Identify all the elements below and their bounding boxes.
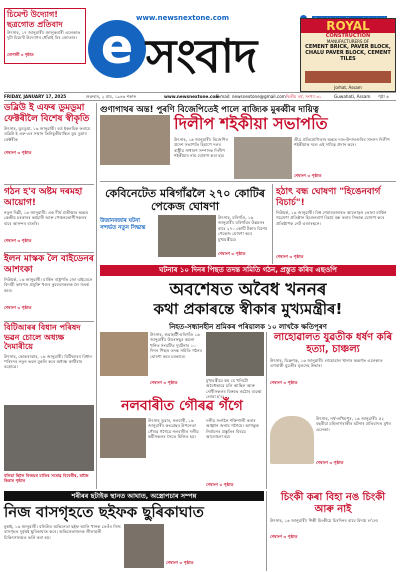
left-divider-1	[4, 184, 94, 185]
left-divider-2	[4, 252, 94, 253]
left1-more[interactable]: শেষাংশ ৩ পৃষ্ঠাত	[4, 150, 32, 155]
bottom1-photo	[124, 524, 164, 568]
center1-more[interactable]: শেষাংশ ৩ পৃষ্ঠাত	[294, 173, 322, 178]
center2-title[interactable]: কেবিনেটেত মৰিগাঁৱলৈ ২৭০ কোটিৰ পেকেজ ঘোষণা	[105, 187, 265, 213]
right2-story	[270, 332, 396, 414]
ai-badge	[300, 8, 396, 16]
bottom1-text: মুম্বাই, ১৬ জানুৱাৰী। বলিউড অভিনেতা ছইফ আলি খানক তেওঁৰ নিজ বাসগৃহত দুৰ্বৃত্তই ছুৰিকাঘাত কৰে। অভিনেতাজনক লীলাৱতী চিকিৎসালয়ত ভৰ্তি কৰা হয়।	[4, 524, 121, 540]
right1-title[interactable]: হঠাৎ বন্ধ ঘোষণা "হিঙেনবাৰ্গ বিচাৰ্চ"!	[276, 187, 381, 208]
nalbari-more[interactable]: শেষাংশ ৩ পৃষ্ঠাত	[206, 482, 234, 487]
center1-text-left: উৎসাহ, ১৬ জানুৱাৰী। বিজেপিৰ প্ৰদেশ সভাপতি হিচাপে দলৰ ৰাষ্ট্ৰীয় সাধাৰণ সম্পাদক দিলীপ শইকীয়াৰ নাম ঘোষণা কৰা হয়।	[174, 137, 228, 159]
column-rule-right	[272, 184, 273, 264]
nalbari-title[interactable]: নলবাৰীত গৌৰৱ গঁগে	[121, 398, 243, 414]
lead-subhead: নিহত-সন্ধানহীন শ্ৰমিকৰ পৰিয়ালক ১০ লাখকৈ ক্ষতিপূৰণ	[169, 323, 327, 331]
bottom1-more[interactable]: শেষাংশ ৩ পৃষ্ঠাত	[166, 560, 194, 565]
ad-contact: Jorhat, Assam	[334, 85, 362, 90]
right1-more[interactable]: শেষাংশ ৩ পৃষ্ঠাত	[276, 254, 304, 259]
right2-text: উৎসাহ, ডিব্ৰুগড়, ১৬ জানুৱাৰী। লাহোৱাল থানাৰ অন্তৰ্গত এলেকাত এগৰাকী যুৱতীৰ মৃতদেহ উদ্ধাৰ।	[270, 358, 383, 369]
left2-more[interactable]: শেষাংশ ৩ পৃষ্ঠাত	[4, 238, 32, 243]
right2-title[interactable]: লাহোৱালত যুৱতীক ধৰ্ষণ কৰি হত্যা, চাঞ্চল্য	[273, 332, 393, 355]
left-divider-3	[4, 321, 94, 322]
left4-title[interactable]: বিটিআৰৰ বিধান পৰিষদ ভৱন চোলে অধ্যক্ষ দৈমাৰীয়ে	[4, 323, 81, 351]
bottom2-title[interactable]: চিংকী কৰা বিহা নঙ চিংকী আৰু নাই	[280, 492, 386, 515]
dateline-date: FRIDAY, JANUARY 17, 2025	[4, 94, 67, 99]
dateline-web[interactable]: www.newsnextone.com	[164, 94, 220, 99]
lead-text-left: উৎসাহ, গুৱাহাটী-মৰিগাঁও ১৬ জানুৱাৰী। উমৰাংছুৰ কয়লা খনিত সংঘটিত দুৰ্ঘটনাৰ ১০ দিনৰ পিছত তদন্ত সমিতি গঠনৰ ঘোষণা কৰে চৰকাৰে।	[150, 332, 202, 359]
left3-more[interactable]: শেষাংশ ৩ পৃষ্ঠাত	[4, 305, 32, 310]
bottom2-story	[270, 492, 396, 570]
top-strip-headline[interactable]: গুণাগাথৰ অন্ত! পুৰণি বিজেপিতেই পালে ৰাজ্যিক মুৰব্বীৰ দায়িত্ব	[100, 105, 319, 115]
left-story-1	[4, 103, 94, 183]
dateline-mid: শুক্ৰবাৰ, ২ মাঘ, ১৯৪৬ শকাব্দ	[86, 94, 137, 99]
bottom2-text: উৎসাহ, ১৬ জানুৱাৰী। শিল্পী চিংকীয়ে চিৰদিনৰ বাবে বিদায় ল'লে।	[270, 518, 379, 523]
left-story-2	[4, 187, 94, 251]
left3-text: নিউয়ৰ্ক, ১৬ জানুৱাৰী। মাৰ্কিন ৰাষ্ট্ৰপতি জো বাইডেনে বিদায়ী ভাষণত প্ৰযুক্তি খণ্ডৰ কুবেৰসকলক লৈ সতৰ্ক কৰে।	[4, 277, 93, 293]
lead-line2[interactable]: কথা প্ৰকাৰন্তে স্বীকাৰ মুখ্যমন্ত্ৰীৰ!	[153, 300, 343, 318]
ad-brick-image	[305, 71, 391, 83]
right1-story	[276, 187, 396, 263]
center2-caption[interactable]: উজানবজাৰ ঘটনা সন্দৰ্ভত নতুন সিদ্ধান্ত	[100, 218, 146, 231]
promo-text: উৎসাহ, ১৭ জানুৱাৰী। জালুকবাৰী এলেকাত দুটা চিমেণ্ট উদ্যোগৰ ধোঁৱাই বিৰ জোতাৰ।	[7, 30, 81, 41]
promo-box	[4, 8, 86, 64]
nalbari-photo	[100, 418, 146, 458]
center-divider-1	[100, 181, 396, 182]
masthead-e-letter: e	[100, 19, 134, 75]
left4-text: উৎসাহ, কোকৰাঝাৰ, ১৬ জানুৱাৰী। বিটিআৰৰ বিধান পৰিষদৰ নতুন ভৱন মুকলি কৰে অধ্যক্ষ কাটিৰাম বড়োৱে।	[4, 353, 92, 370]
center1-photo-small	[234, 137, 292, 179]
promo-more[interactable]: সোণালী ৩ পৃষ্ঠাত	[7, 52, 34, 57]
center2-more[interactable]: শেষাংশ ৩ পৃষ্ঠাত	[218, 251, 246, 256]
nalbari-text-left: উৎসাহ ডুৱাৰ, নলবাৰী, ১৬ জানুৱাৰী। কংগ্ৰেছৰ উপনেতা গৌৰৱ গগৈয়ে নলবাৰীত দলীয় কৰ্মীসকলৰ সৈতে মিলিত হয়।	[148, 418, 199, 440]
left2-title[interactable]: গঠন হ'ব অষ্টম দৰমহা আয়োগ!	[4, 187, 83, 208]
center2-text: উৎসাহ, মৰিগাঁও, ১৬ জানুৱাৰী। মৰিগাঁৱৰ উন্নয়নৰ বাবে ২৭০ কোটি টকাৰ বিশেষ পেকেজ ঘোষণা কৰে মুখ্যমন্ত্ৰীয়ে।	[218, 215, 268, 242]
dateline-place: Guwahati, Assam	[334, 94, 371, 99]
dateline-pages: পৃষ্ঠা ৬	[378, 94, 389, 99]
ad-line2: CEMENT BRICK, PAVER BLOCK, CHALU PAVER BLOCK, CEMENT TILES	[305, 44, 391, 62]
ad-line1: MANUFACTURERS OF	[326, 39, 370, 44]
lead-photo-2	[206, 332, 264, 376]
dateline-year: দ্বিতীয় বৰ্ষ, সংখ্যা ৩১	[286, 94, 322, 99]
nalbari-text-right: দলীয় সংগঠন শক্তিশালী কৰাৰ আহ্বান জনায় গগৈয়ে। আগন্তুক নিৰ্বাচনৰ প্ৰস্তুতিৰ বিষয়ে আলোচনা হয়।	[206, 418, 259, 440]
center1-title[interactable]: দিলীপ শইকীয়া সভাপতি	[174, 114, 328, 133]
left-story-4	[4, 323, 94, 489]
center1-text-right: তীব্ৰ প্ৰতিযোগিতাৰ অন্তত দৰং-উদালগুৰিৰ সাংসদ দিলীপ শইকীয়াক দলে এই দায়িত্ব প্ৰদান কৰে।	[294, 137, 390, 148]
black-banner[interactable]: শৰীৰৰ ছটাইক স্থানত আঘাত, অস্ত্ৰোপচাৰ সম্পন্ন	[4, 491, 264, 501]
bottom1-title[interactable]: নিজ বাসগৃহতে ছইফক ছুৰিকাঘাত	[4, 503, 204, 521]
center2-photo	[158, 215, 216, 257]
center1-photo	[100, 115, 170, 165]
right3-photo	[270, 416, 314, 464]
left-story-3	[4, 254, 94, 320]
column-rule-left	[96, 103, 97, 489]
ad-royal[interactable]	[300, 18, 396, 92]
right3-more[interactable]: শেষাংশ ৩ পৃষ্ঠাত	[316, 460, 344, 465]
column-rule-bottom	[266, 491, 267, 571]
right3-text: উৎসাহ, নৰ্থ-লখিমপুৰ, ১৬ জানুৱাৰী। ৫২ বছৰীয়া মহিলাগৰাকীৰ ঘটনাৰ প্ৰতিবাদত মুখৰ এলেকা।	[316, 416, 392, 432]
left2-text: নতুন দিল্লী, ১৬ জানুৱাৰী। এক দীৰ্ঘ প্ৰতীক্ষাৰ অন্তত কেন্দ্ৰীয় চৰকাৰৰ কৰ্মচাৰী আৰু পেঞ্চনভোগীসকলৰ বাবে আনন্দৰ বাতৰি।	[4, 210, 89, 226]
right1-text: নিউয়ৰ্ক, ১৬ জানুৱাৰী। বিশ্ব শেয়াৰবজাৰত আলোড়ন তোলা মাৰ্কিন গৱেষণা প্ৰতিষ্ঠান হিণ্ডেনবাৰ্গ বিচাৰ্চ বন্ধ কৰাৰ সিদ্ধান্ত ঘোষণা কৰে প্ৰতিষ্ঠাপক নেট এণ্ডাৰছনে।	[276, 210, 387, 226]
dateline-email[interactable]: E-mail: newsnextone@gmail.com	[216, 94, 286, 99]
bottom2-more[interactable]: শেষাংশ ৩ পৃষ্ঠাত	[270, 534, 298, 539]
masthead-title: সংবাদ	[146, 29, 257, 83]
left1-text: উৎসাহ, ডুমডুমা, ১৬ জানুৱাৰী। বৰ্ড ইকনমিক ফৰামে ডব্লিউ ই এফ-এৰ সম্মান তিনিচুকীয়াস্থিত ডুম ডুমাৰ ফেক্টৰীক	[4, 126, 91, 142]
masthead-logo	[88, 19, 284, 83]
dateline-bar	[4, 92, 396, 101]
left3-title[interactable]: ইলন মাস্কক লৈ বাইডেনৰ আশংকা	[4, 254, 94, 275]
lead-line1[interactable]: অবশেষত অবৈধ খননৰ	[169, 280, 327, 300]
ad-brand-sub: CONSTRUCTION	[325, 33, 371, 39]
right2-more[interactable]: শেষাংশ ৩ পৃষ্ঠাত	[270, 380, 298, 385]
lead-photo	[100, 332, 148, 376]
ad-brand: ROYAL	[301, 19, 395, 33]
column-rule-right-2	[266, 332, 267, 489]
promo-title: চিমেণ্ট উদ্যোগ! ছত্ৰগোত প্ৰতিবাদ	[7, 10, 63, 29]
lead-more[interactable]: শেষাংশ ৩ পৃষ্ঠাত	[150, 380, 178, 385]
left4-photo	[4, 405, 94, 471]
left1-title[interactable]: ডব্লিউ ই এফৰ ডুমডুমা ফেক্টৰীলৈ বিশেষ স্বীকৃতি	[4, 103, 90, 124]
site-url[interactable]: www.newsnextone.com	[136, 14, 230, 22]
masthead-e	[88, 20, 146, 78]
lead-text-right: মুখ্যমন্ত্ৰীয়ে কয় যে খনিটো অবৈধভাৱে চলি আছিল আৰু দোষীসকলৰ বিৰুদ্ধে কঠোৰ ব্যৱস্থা লোৱা হ'ব।	[206, 378, 262, 400]
red-banner[interactable]: ঘটনাৰ ১০ দিনৰ পিছত তদন্ত সমিতি গঠন, প্ৰস্তুত কৰিব এছওপি	[100, 265, 396, 276]
left4-caption: বলিয়া ছিলৈ বিজয়ৰ মাতিৰ সৰোৱ বিবেৰীৰ, ৰাজৈ কিরাৰ পৃষ্ঠাত	[4, 473, 89, 484]
